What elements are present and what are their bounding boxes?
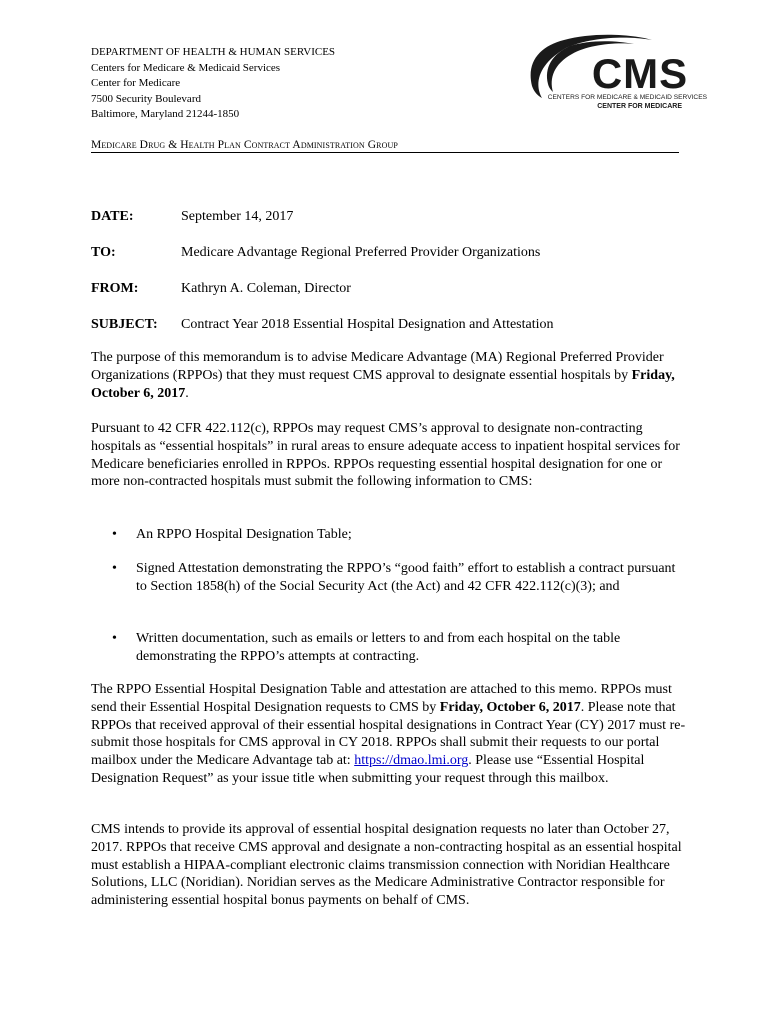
p3-text-b: . Please note that RPPOs that received approval of their essential hospital designations in Contract Year (CY) 2017 must re-submit those hospitals for CMS approval in CY 2018. RPPOs shall submit their requests to our portal mailbox under the Medicare Advantage tab at:	[91, 699, 686, 769]
p3-text-a: The RPPO Essential Hospital Designation Table and attestation are attached to this memo. RPPOs must send their Essential Hospital Designation requests to CMS by	[91, 682, 672, 715]
p3-text-c: . Please use “Essential Hospital Designation Request” as your issue title when submitting your request through this mailbox.	[91, 753, 645, 786]
subject-value: Contract Year 2018 Essential Hospital Designation and Attestation	[181, 317, 554, 332]
address-line: Center for Medicare	[91, 77, 181, 89]
from-value: Kathryn A. Coleman, Director	[181, 281, 351, 296]
submission-paragraph	[91, 681, 691, 788]
p4-text: CMS intends to provide its approval of essential hospital designation requests no later than October 27, 2017. RPPOs that receive CMS approval and designate a non-contracting hospital as an essential hospital must establish a HIPAA-compliant electronic claims transmission connection with Noridian Healthcare Solutions, LLC (Noridian). Noridian serves as the Medicare Administrative Contractor responsible for administering essential hospital bonus payments on behalf of CMS.	[91, 822, 682, 909]
bullet-marker: •	[112, 561, 117, 576]
approval-paragraph	[91, 821, 691, 910]
bullet-marker: •	[112, 631, 117, 646]
cms-wordmark: CMS	[591, 50, 689, 97]
subject-label: SUBJECT:	[91, 317, 158, 332]
to-value: Medicare Advantage Regional Preferred Provider Organizations	[181, 245, 541, 260]
pursuant-paragraph	[91, 420, 691, 491]
group-title: Medicare Drug & Health Plan Contract Administration Group	[91, 139, 679, 153]
p3-deadline: Friday, October 6, 2017	[439, 699, 581, 715]
cms-logo-line2: CENTER FOR MEDICARE	[597, 103, 682, 110]
cms-logo-line1: CENTERS FOR MEDICARE & MEDICAID SERVICES	[547, 94, 707, 101]
purpose-paragraph	[91, 349, 691, 402]
agency-address	[91, 45, 335, 123]
address-line: DEPARTMENT OF HEALTH & HUMAN SERVICES	[91, 46, 336, 58]
date-label: DATE:	[91, 209, 134, 224]
address-line: 7500 Security Boulevard	[91, 92, 201, 105]
address-line: Centers for Medicare & Medicaid Services	[91, 61, 281, 74]
cms-logo	[522, 34, 712, 114]
bullet-text: Signed Attestation demonstrating the RPPO’s “good faith” effort to establish a contract pursuant to Section 1858(h) of the Social Security Act (the Act) and 42 CFR 422.112(c)(3); and	[136, 561, 676, 594]
to-label: TO:	[91, 245, 116, 260]
portal-link[interactable]: https://dmao.lmi.org	[354, 753, 469, 769]
p1-text-b: .	[185, 385, 189, 401]
bullet-marker: •	[112, 527, 117, 542]
bullet-text: Written documentation, such as emails or letters to and from each hospital on the table demonstrating the RPPO’s attempts at contracting.	[136, 631, 621, 664]
p2-text: Pursuant to 42 CFR 422.112(c), RPPOs may request CMS’s approval to designate non-contracting hospitals as “essential hospitals” in rural areas to ensure adequate access to inpatient hospital services for Medicare beneficiaries enrolled in RPPOs. RPPOs requesting essential hospital designation for one or more non-contracted hospitals must submit the following information to CMS:	[91, 421, 680, 490]
address-line: Baltimore, Maryland 21244-1850	[91, 108, 240, 120]
cms-logo-mark	[522, 34, 712, 114]
date-value: September 14, 2017	[181, 209, 294, 224]
p1-text-a: The purpose of this memorandum is to advise Medicare Advantage (MA) Regional Preferred Provider Organizations (RPPOs) that they must request CMS approval to designate essential hospitals by	[91, 350, 664, 383]
from-label: FROM:	[91, 281, 139, 296]
bullet-text: An RPPO Hospital Designation Table;	[136, 527, 352, 542]
p1-deadline: Friday, October 6, 2017	[91, 367, 675, 401]
